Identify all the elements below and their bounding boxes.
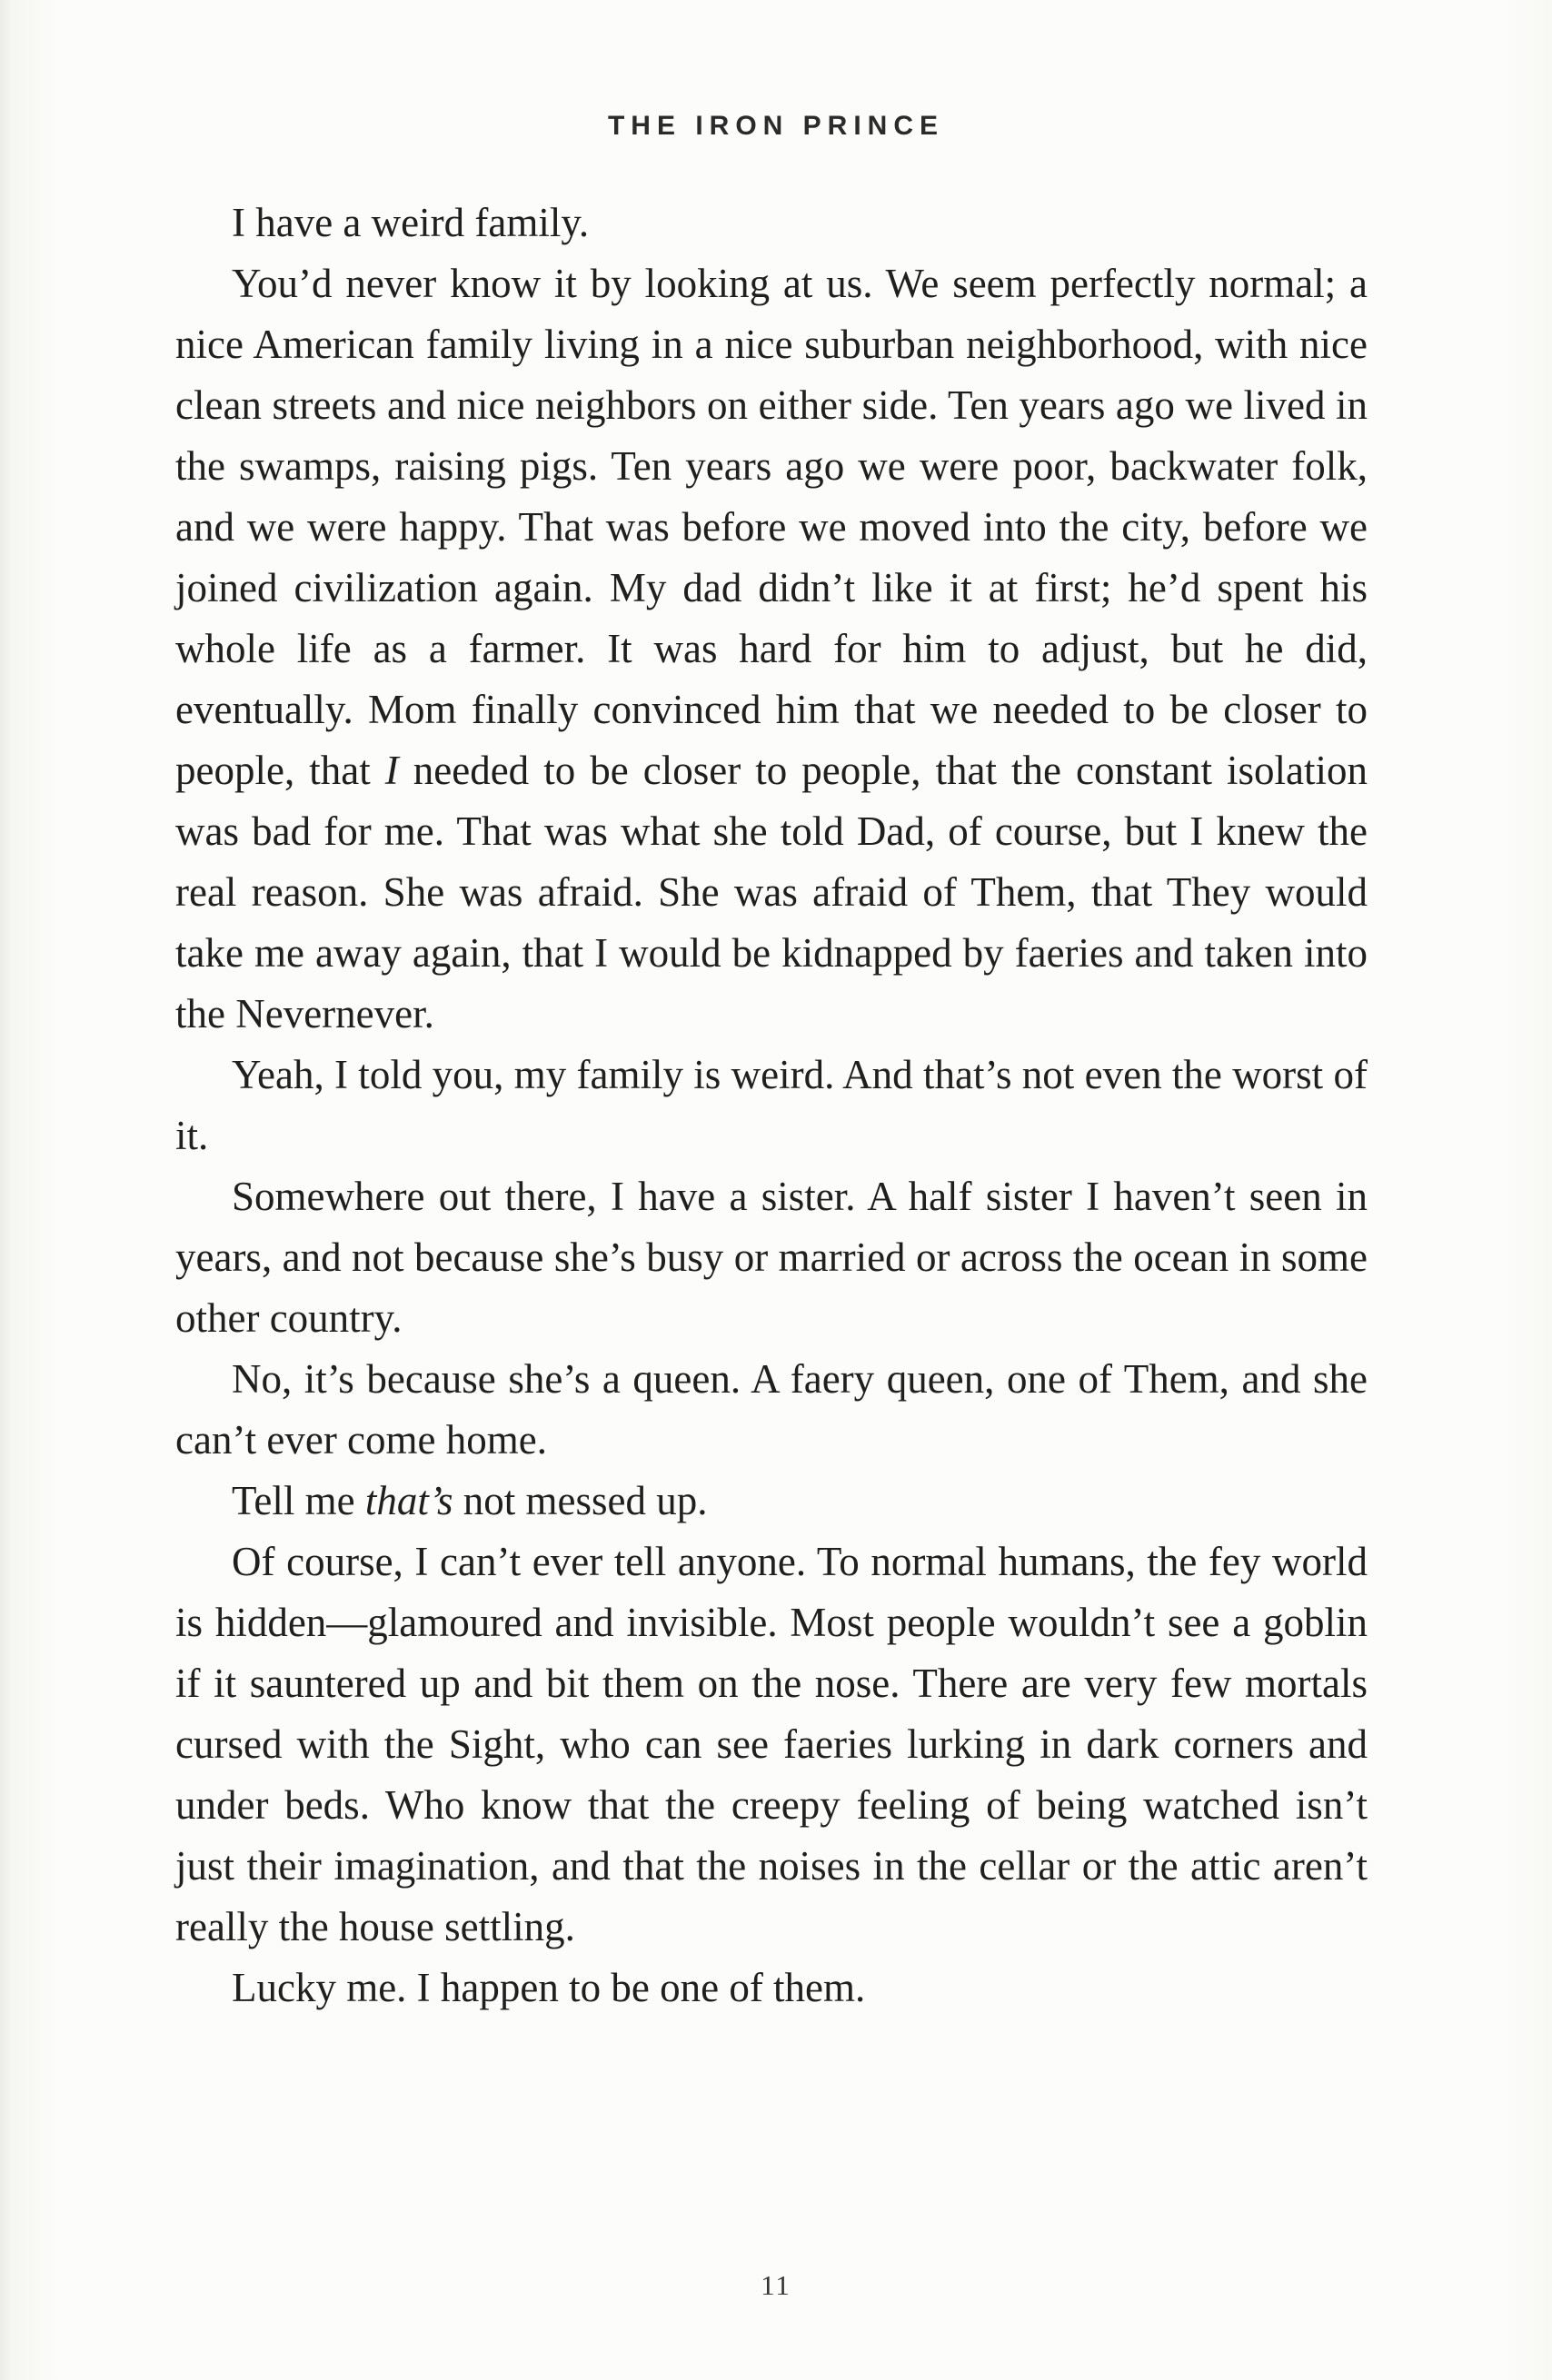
text-run: Of course, I can’t ever tell anyone. To normal humans, the fey world is hidden—glamoured and invisible. Most people wouldn’t see a goblin if it sauntered up and bit them on the nose. There are very few mortals cursed with the Sight, who can see faeries lurking in dark corners and under beds. Who know that the creepy feeling of being watched isn’t just their imagination, and that the noises in the cellar or the attic aren’t really the house settling. bbox=[175, 1539, 1368, 1949]
text-run: You’d never know it by looking at us. We seem perfectly normal; a nice American family living in a nice suburban neighborhood, with nice clean streets and nice neighbors on either side. Ten years ago we lived in the swamps, raising pigs. Ten years ago we were poor, backwater folk, and we were happy. That was before we moved into the city, before we joined civilization again. My dad didn’t like it at first; he’d spent his whole life as a farmer. It was hard for him to adjust, but he did, eventually. Mom finally convinced him that we needed to be closer to people, that bbox=[175, 261, 1368, 793]
paragraph bbox=[175, 253, 1368, 1045]
text-run: not messed up. bbox=[453, 1478, 708, 1523]
text-run: Tell me bbox=[232, 1478, 365, 1523]
paragraph bbox=[175, 1958, 1368, 2018]
text-run: Somewhere out there, I have a sister. A half sister I haven’t seen in years, and not because she’s busy or married or across the ocean in some other country. bbox=[175, 1174, 1368, 1341]
text-run: needed to be closer to people, that the constant isolation was bad for me. That was what she told Dad, of course, but I knew the real reason. She was afraid. She was afraid of Them, that They would take me away again, that I would be kidnapped by faeries and taken into the Nevernever. bbox=[175, 748, 1368, 1036]
paragraph bbox=[175, 1166, 1368, 1349]
text-run: Lucky me. I happen to be one of them. bbox=[232, 1965, 866, 2010]
paragraph bbox=[175, 1349, 1368, 1471]
paragraph bbox=[175, 1471, 1368, 1532]
italic-text-run: I bbox=[384, 748, 399, 793]
running-header: THE IRON PRINCE bbox=[607, 111, 945, 141]
text-run: I have a weird family. bbox=[232, 200, 590, 245]
page-number: 11 bbox=[761, 2269, 791, 2301]
paragraph bbox=[175, 1532, 1368, 1958]
paragraph bbox=[175, 193, 1368, 253]
text-run: Yeah, I told you, my family is weird. And that’s not even the worst of it. bbox=[175, 1052, 1368, 1158]
text-run: No, it’s because she’s a queen. A faery queen, one of Them, and she can’t ever come home. bbox=[175, 1356, 1368, 1463]
paragraph bbox=[175, 1045, 1368, 1166]
body-text bbox=[175, 193, 1368, 2018]
italic-text-run: that’s bbox=[364, 1478, 453, 1523]
